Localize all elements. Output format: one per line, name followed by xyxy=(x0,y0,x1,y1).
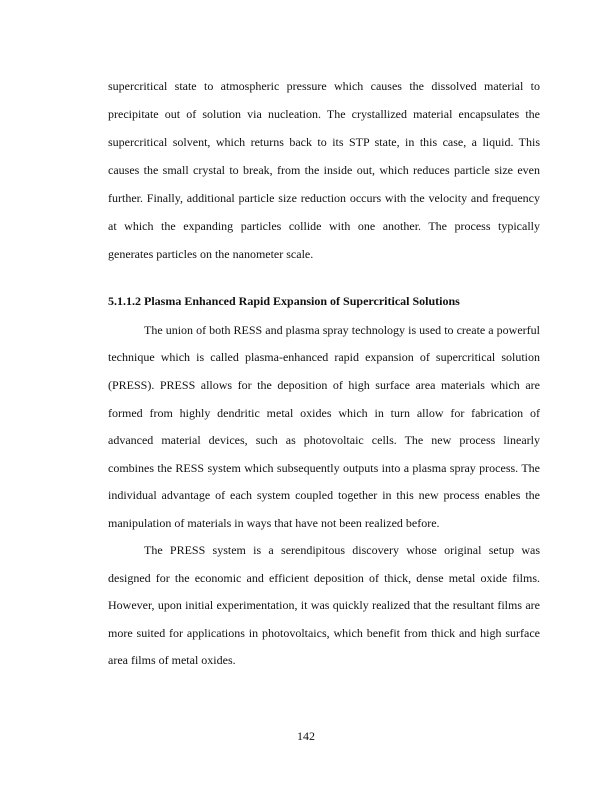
text-line: supercritical solvent, which returns back to its STP state, in this case, a liquid. This xyxy=(108,135,540,149)
text-line: designed for the economic and efficient deposition of thick, dense metal oxide films. xyxy=(108,571,540,585)
text-line: technique which is called plasma-enhanced rapid expansion of supercritical solution xyxy=(108,350,540,364)
text-line: at which the expanding particles collide with one another. The process typically xyxy=(108,219,540,233)
text-line: The union of both RESS and plasma spray technology is used to create a powerful xyxy=(144,323,540,337)
text-line: precipitate out of solution via nucleation. The crystallized material encapsulates the xyxy=(108,107,540,121)
section-heading: 5.1.1.2 Plasma Enhanced Rapid Expansion of Supercritical Solutions xyxy=(108,294,460,308)
text-line: generates particles on the nanometer scale. xyxy=(108,247,314,261)
text-line: formed from highly dendritic metal oxides which in turn allow for fabrication of xyxy=(108,406,540,420)
text-line: supercritical state to atmospheric pressure which causes the dissolved material to xyxy=(108,79,540,93)
text-line: more suited for applications in photovoltaics, which benefit from thick and high surface xyxy=(108,626,540,640)
text-line: further. Finally, additional particle size reduction occurs with the velocity and frequency xyxy=(108,191,540,205)
text-line: manipulation of materials in ways that have not been realized before. xyxy=(108,516,440,530)
text-line: However, upon initial experimentation, it was quickly realized that the resultant films are xyxy=(108,598,540,612)
text-line: combines the RESS system which subsequently outputs into a plasma spray process. The xyxy=(108,461,540,475)
text-line: causes the small crystal to break, from the inside out, which reduces particle size even xyxy=(108,163,540,177)
text-line: The PRESS system is a serendipitous discovery whose original setup was xyxy=(144,543,540,557)
text-line: area films of metal oxides. xyxy=(108,653,236,667)
text-line: individual advantage of each system coupled together in this new process enables the xyxy=(108,488,540,502)
page-number: 142 xyxy=(297,729,315,743)
text-line: (PRESS). PRESS allows for the deposition of high surface area materials which are xyxy=(108,378,540,392)
text-line: advanced material devices, such as photovoltaic cells. The new process linearly xyxy=(108,433,540,447)
